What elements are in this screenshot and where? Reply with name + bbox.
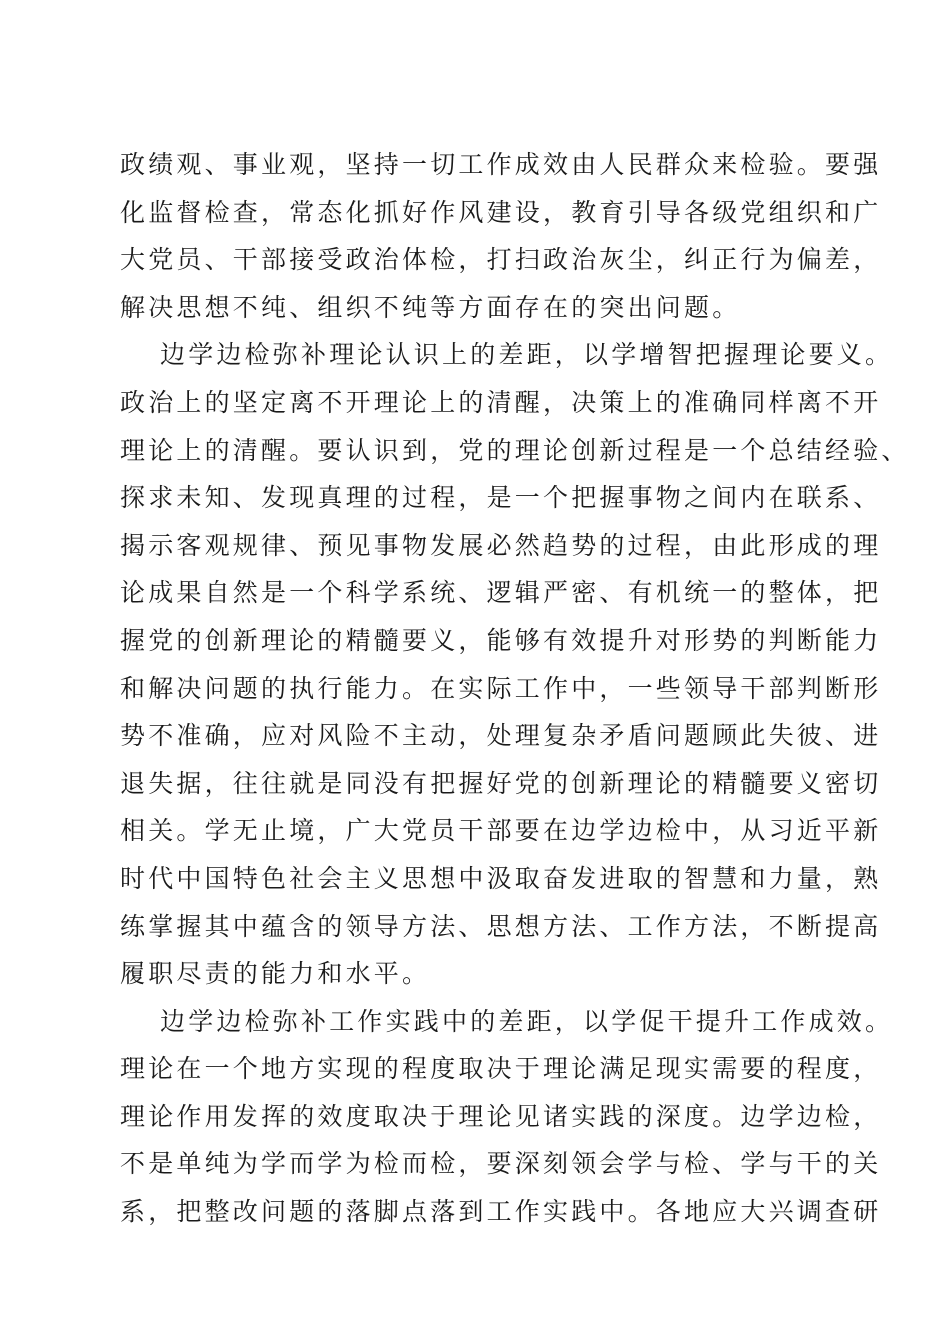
text-line: 履职尽责的能力和水平。	[120, 959, 431, 989]
text-line: 和解决问题的执行能力。在实际工作中，一些领导干部判断形	[120, 673, 882, 703]
text-line: 相关。学无止境，广大党员干部要在边学边检中，从习近平新	[120, 816, 882, 846]
text-line: 政治上的坚定离不开理论上的清醒，决策上的准确同样离不开	[120, 387, 882, 417]
text-line: 不是单纯为学而学为检而检，要深刻领会学与检、学与干的关	[120, 1149, 882, 1179]
text-line: 时代中国特色社会主义思想中汲取奋发进取的智慧和力量，熟	[120, 863, 882, 893]
text-line: 理论在一个地方实现的程度取决于理论满足现实需要的程度，	[120, 1054, 882, 1084]
text-line: 握党的创新理论的精髓要义，能够有效提升对形势的判断能力	[120, 625, 882, 655]
paragraph-heading-line: 边学边检弥补工作实践中的差距，以学促干提升工作成效。	[160, 1006, 894, 1036]
text-line: 大党员、干部接受政治体检，打扫政治灰尘，纠正行为偏差，	[120, 245, 882, 275]
text-line: 政绩观、事业观，坚持一切工作成效由人民群众来检验。要强	[120, 150, 882, 179]
paragraph-heading-line: 边学边检弥补理论认识上的差距，以学增智把握理论要义。	[160, 340, 894, 370]
text-line: 论成果自然是一个科学系统、逻辑严密、有机统一的整体，把	[120, 578, 882, 608]
text-line: 理论作用发挥的效度取决于理论见诸实践的深度。边学边检，	[120, 1101, 882, 1131]
text-line: 解决思想不纯、组织不纯等方面存在的突出问题。	[120, 292, 741, 322]
text-line: 揭示客观规律、预见事物发展必然趋势的过程，由此形成的理	[120, 530, 882, 560]
text-line: 退失据，往往就是同没有把握好党的创新理论的精髓要义密切	[120, 768, 882, 798]
text-line: 化监督检查，常态化抓好作风建设，教育引导各级党组织和广	[120, 197, 882, 227]
text-line: 理论上的清醒。要认识到，党的理论创新过程是一个总结经验、	[120, 435, 910, 465]
text-line: 练掌握其中蕴含的领导方法、思想方法、工作方法，不断提高	[120, 911, 882, 941]
text-line: 探求未知、发现真理的过程，是一个把握事物之间内在联系、	[120, 483, 882, 513]
body-text	[120, 141, 910, 1236]
text-line: 势不准确，应对风险不主动，处理复杂矛盾问题顾此失彼、进	[120, 721, 882, 751]
text-line: 系，把整改问题的落脚点落到工作实践中。各地应大兴调查研	[120, 1197, 882, 1227]
